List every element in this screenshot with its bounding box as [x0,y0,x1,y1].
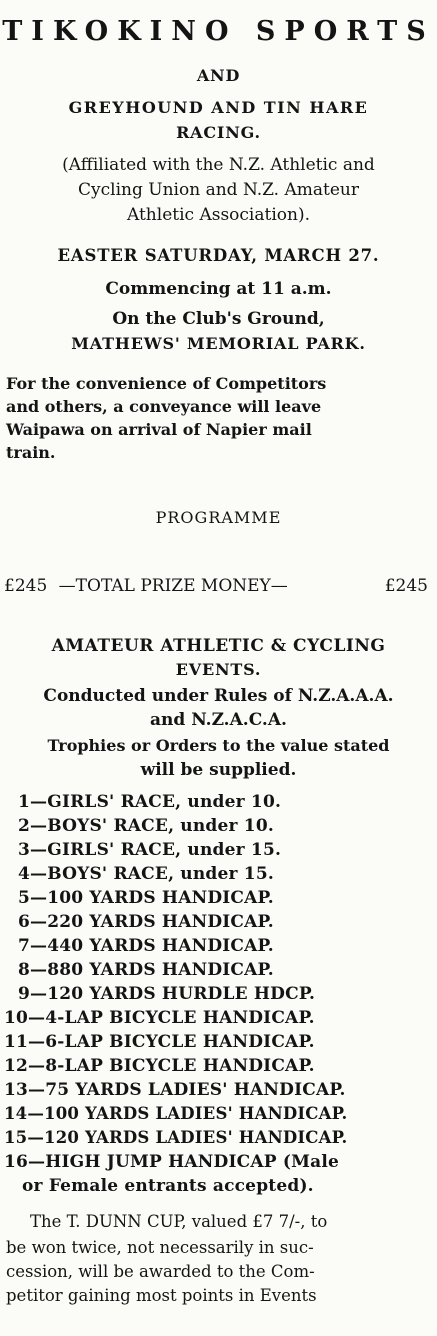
event-item: 13—75 YARDS LADIES' HANDICAP. [4,1080,346,1100]
amateur-heading-2: EVENTS. [175,660,262,679]
prize-money-line [4,576,434,596]
cup-line-1-text: The T. DUNN CUP, valued £7 7/-, to [30,1212,328,1231]
event-item: 1—GIRLS' RACE, under 10. [18,792,282,812]
start-time: Commencing at 11 a.m. [105,279,332,299]
conveyance-line-4: train. [6,443,56,462]
event-item: 14—100 YARDS LADIES' HANDICAP. [4,1104,348,1123]
prize-right: £245 [384,576,428,596]
cup-line-1 [30,1212,434,1231]
cup-line-4: petitor gaining most points in Events [6,1286,317,1305]
racing-line-1: GREYHOUND AND TIN HARE [68,98,369,117]
event-item: 8—880 YARDS HANDICAP. [18,960,274,980]
racing-line-2: RACING. [176,123,261,142]
rules-line-2: and N.Z.A.C.A. [150,710,287,730]
conveyance-line-1: For the convenience of Competitors [6,374,327,393]
prize-mid: —TOTAL PRIZE MONEY— [58,576,288,596]
event-item: 10—4-LAP BICYCLE HANDICAP. [4,1008,315,1028]
event-item: 5—100 YARDS HANDICAP. [18,888,274,908]
ad-title-text: TIKOKINO SPORTS [2,16,435,47]
event-item: 11—6-LAP BICYCLE HANDICAP. [4,1032,315,1052]
event-item: 2—BOYS' RACE, under 10. [18,816,274,836]
affiliation-line-3: Athletic Association). [127,205,310,225]
affiliation-line-1: (Affiliated with the N.Z. Athletic and [62,155,375,175]
programme-heading: PROGRAMME [155,508,282,527]
trophy-line-2: will be supplied. [140,760,297,780]
event-item: 15—120 YARDS LADIES' HANDICAP. [4,1128,348,1147]
event-item: 7—440 YARDS HANDICAP. [18,936,274,956]
event-item: 9—120 YARDS HURDLE HDCP. [18,984,316,1004]
event-item: 12—8-LAP BICYCLE HANDICAP. [4,1056,315,1076]
and-line: AND [196,66,241,85]
event-item: 3—GIRLS' RACE, under 15. [18,840,282,860]
prize-left: £245 [4,576,48,596]
cup-line-2: be won twice, not necessarily in suc- [6,1238,314,1257]
venue-line-1: On the Club's Ground, [112,309,325,329]
trophy-line-1: Trophies or Orders to the value stated [47,736,390,755]
conveyance-line-3: Waipawa on arrival of Napier mail [6,420,312,439]
event-item: 4—BOYS' RACE, under 15. [18,864,274,884]
venue-line-2: MATHEWS' MEMORIAL PARK. [71,334,366,353]
cup-line-3: cession, will be awarded to the Com- [6,1262,315,1281]
event-item: 16—HIGH JUMP HANDICAP (Male [4,1152,340,1172]
event-item: or Female entrants accepted). [22,1176,314,1196]
rules-line-1: Conducted under Rules of N.Z.A.A.A. [43,686,394,706]
affiliation-line-2: Cycling Union and N.Z. Amateur [78,180,359,200]
ad-title [0,16,437,47]
event-item: 6—220 YARDS HANDICAP. [18,912,274,932]
conveyance-line-2: and others, a conveyance will leave [6,397,322,416]
amateur-heading-1: AMATEUR ATHLETIC & CYCLING [51,636,386,656]
event-date: EASTER SATURDAY, MARCH 27. [57,246,380,265]
